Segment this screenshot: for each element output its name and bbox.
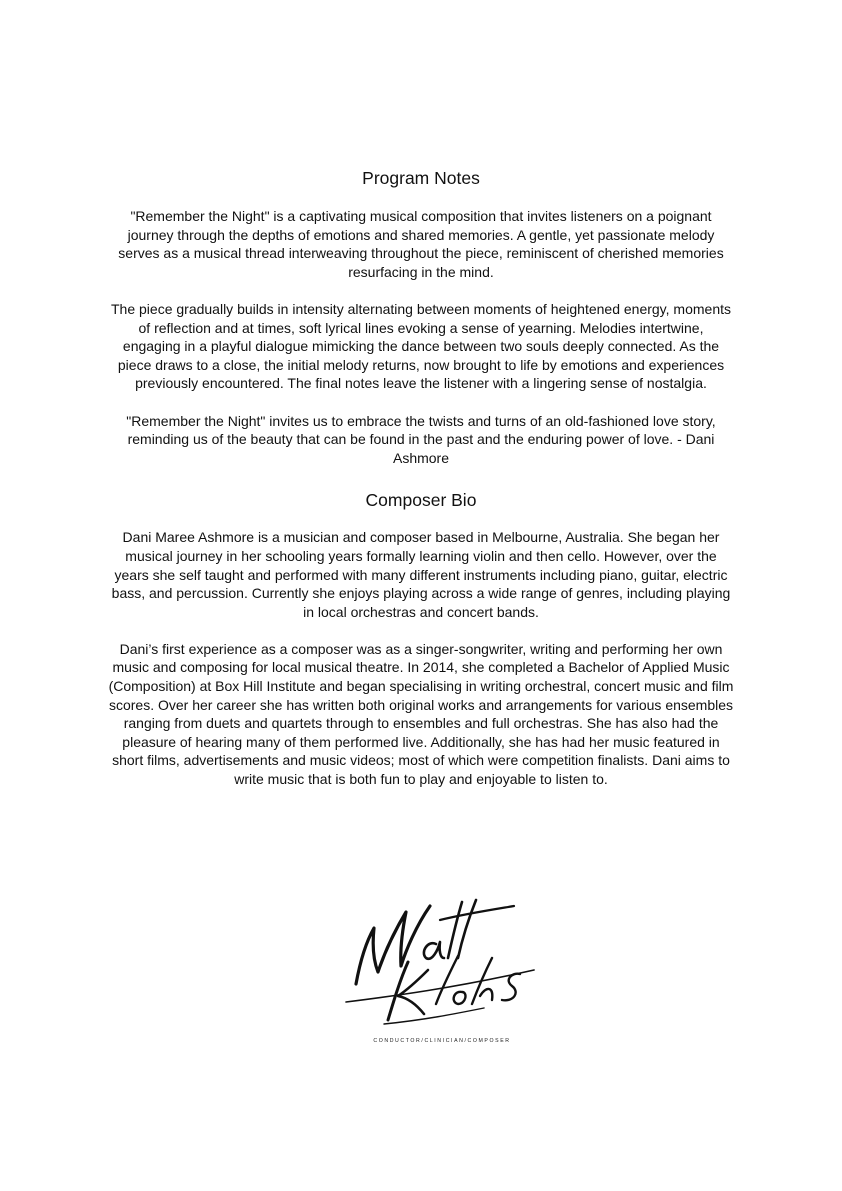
logo-tagline: CONDUCTOR/CLINICIAN/COMPOSER	[373, 1038, 511, 1044]
signature-logo-icon	[344, 892, 540, 1052]
program-notes-paragraph-2: The piece gradually builds in intensity alternating between moments of heightened energy, moments of reflection and at times, soft lyrical lines evoking a sense of yearning. Melodies intertwine, engaging in a playful dialogue mimicking the dance between two souls deeply connected. As the piece draws to a close, the initial melody returns, now brought to life by emotions and experiences previously encountered. The final notes leave the listener with a lingering sense of nostalgia.	[111, 300, 731, 392]
document-content	[108, 166, 734, 789]
composer-bio-heading: Composer Bio	[365, 490, 477, 511]
program-notes-section	[108, 166, 734, 467]
composer-bio-paragraph-2: Dani’s first experience as a composer was as a singer-songwriter, writing and performing her own music and composing for local musical theatre. In 2014, she completed a Bachelor of Applied Music (Composition) at Box Hill Institute and began specialising in writing orchestral, concert music and film scores. Over her career she has written both original works and arrangements for various ensembles ranging from duets and quartets through to ensembles and full orchestras. She has also had the pleasure of hearing many of them performed live. Additionally, she has had her music featured in short films, advertisements and music videos; most of which were competition finalists. Dani aims to write music that is both fun to play and enjoyable to listen to.	[108, 640, 734, 788]
program-notes-paragraph-1: "Remember the Night" is a captivating musical composition that invites listeners on a poignant journey through the depths of emotions and shared memories. A gentle, yet passionate melody serves as a musical thread interweaving throughout the piece, reminiscent of cherished memories resurfacing in the mind.	[118, 208, 724, 280]
composer-bio-paragraph-1: Dani Maree Ashmore is a musician and composer based in Melbourne, Australia. She began her musical journey in her schooling years formally learning violin and then cello. However, over the years she self taught and performed with many different instruments including piano, guitar, electric bass, and percussion. Currently she enjoys playing across a wide range of genres, including playing in local orchestras and concert bands.	[111, 529, 731, 620]
program-notes-paragraph-3: "Remember the Night" invites us to embrace the twists and turns of an old-fashioned love story, reminding us of the beauty that can be found in the past and the enduring power of love. - Dani Ashmore	[126, 412, 716, 466]
program-notes-heading: Program Notes	[362, 168, 480, 188]
composer-bio-section	[108, 488, 734, 788]
